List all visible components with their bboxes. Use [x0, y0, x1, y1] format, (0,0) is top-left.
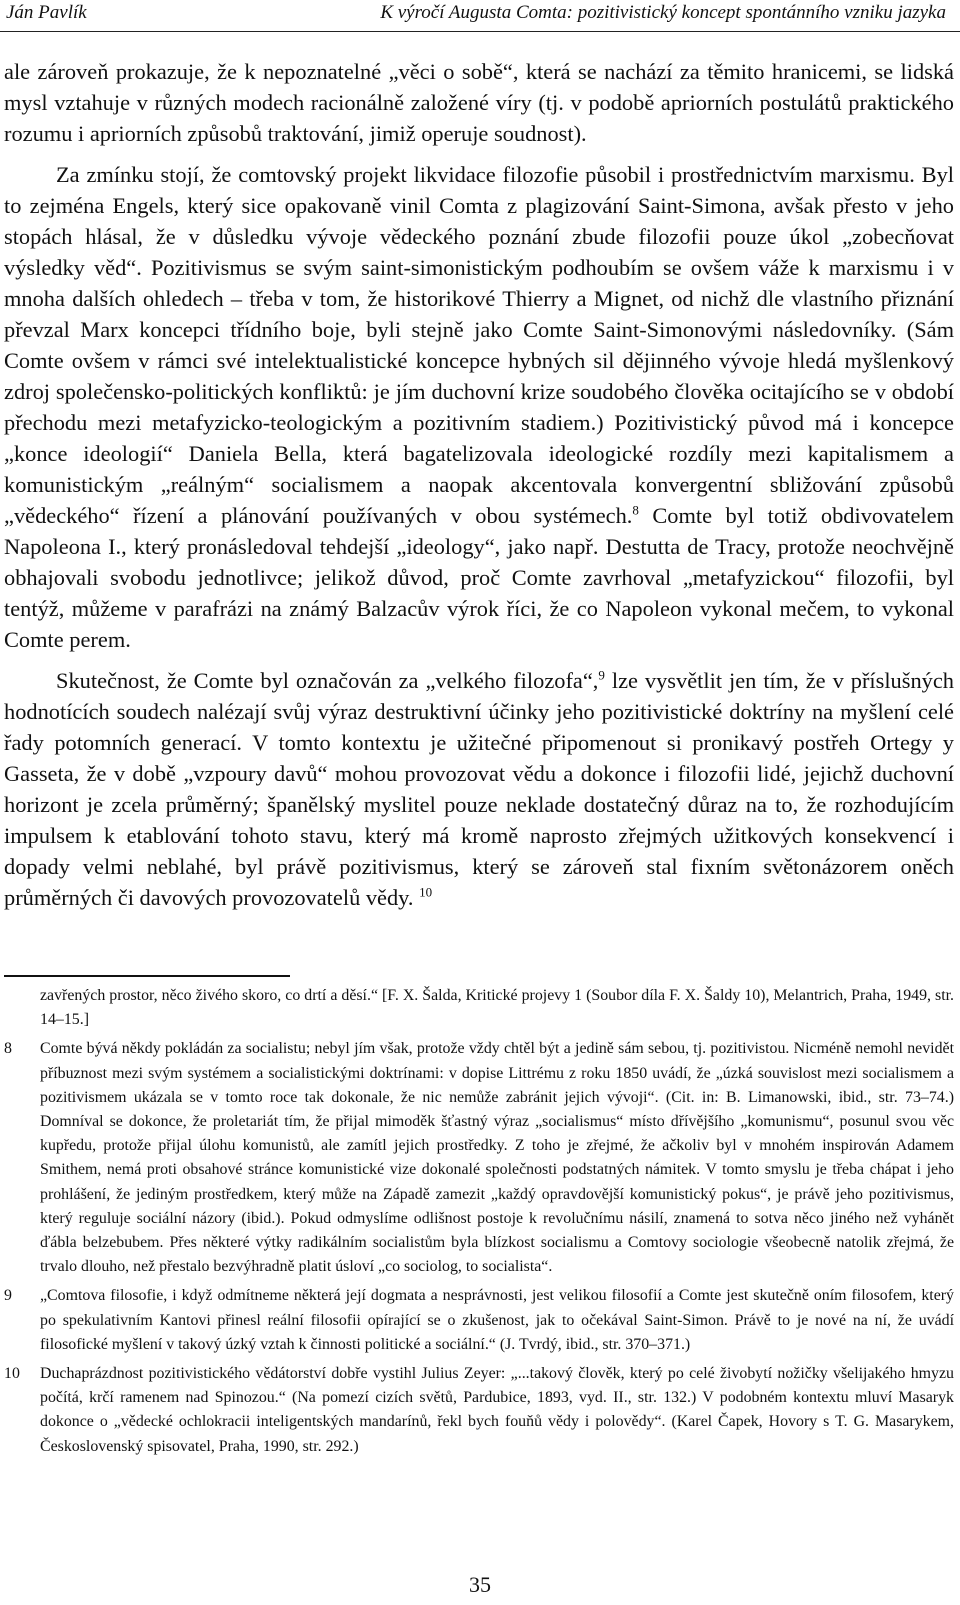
footnote-text: „Comtova filosofie, i když odmítneme některá její dogmata a nesprávnosti, jest velikou filosofií a Comte jest skutečně oním filosofem, který po spekulativním Kantovi přinesl reální filosofii opírající se o zkušenost, jak to očekával Saint-Simon. Právě to je nové na ní, že uvádí filosofické myšlení v takový úzký vztah k činnosti politické a sociální.“ (J. Tvrdý, ibid., str. 370–371.) [40, 1287, 954, 1353]
header-rule [0, 31, 960, 32]
paragraph-3-part-b: lze vysvětlit jen tím, že v příslušných hodnotících soudech nalézají svůj výraz destruktivní účinky jeho pozitivistické doktríny na myšlení celé řady potomních generací. V tomto kontextu je užitečné připomenout si pronikavý postřeh Ortegy y Gasseta, že v době „vzpoury davů“ mohou provozovat vědu a dokonce i filozofii lidé, jejichž duchovní horizont je zcela průměrný; španělský myslitel pouze neklade dostatečný důraz na to, že rozhodujícím impulsem k etablování tohoto stavu, který má kromě naprosto zřejmých užitkových konsekvencí i dopady velmi neblahé, byl právě pozitivismus, který se zároveň stal fixním světonázorem oněch průměrných či davových provozovatelů vědy. [4, 668, 954, 910]
paragraph-2 [4, 159, 954, 655]
footnote-number [4, 984, 40, 1032]
header-title: K výročí Augusta Comta: pozitivistický koncept spontánního vzniku jazyka [380, 2, 946, 23]
footnote-number: 10 [4, 1365, 20, 1383]
footnote-number: 8 [4, 1040, 12, 1058]
main-text [4, 56, 954, 913]
paragraph-3-part-a: Skutečnost, že Comte byl označován za „velkého filozofa“, [56, 668, 599, 693]
footnote-number: 9 [4, 1287, 12, 1305]
paragraph-2-part-b: Comte byl totiž obdivovatelem Napoleona I., který pronásledoval tehdejší „ideology“, jako např. Destutta de Tracy, protože neochvějně obhajovali svobodu jednotlivce; jelikož důvod, proč Comte zavrhoval „metafyzickou“ filozofii, byl tentýž, můžeme v parafrázi na známý Balzacův výrok říci, že co Napoleon vykonal mečem, to vykonal Comte perem. [4, 503, 954, 652]
footnote-ref-10[interactable]: 10 [419, 884, 433, 900]
paragraph-3 [4, 665, 954, 913]
footnote-ref-9[interactable]: 9 [598, 667, 605, 683]
paragraph-1: ale zároveň prokazuje, že k nepoznatelné „věci o sobě“, která se nachází za těmito hranicemi, se lidská mysl vztahuje v různých modech racionálně založené víry (tj. v podobě apriorních postulátů praktického rozumu i apriorních způsobů traktování, jimiž operuje soudnost). [4, 59, 954, 146]
paragraph-2-part-a: Za zmínku stojí, že comtovský projekt likvidace filozofie působil i prostřednictvím marxismu. Byl to zejména Engels, který sice opakovaně vinil Comta z plagizování Saint-Simona, avšak přesto v jeho stopách hlásal, že v důsledku vývoje vědeckého poznání zbude filozofii pouze úkol „zobecňovat výsledky věd“. Pozitivismus se svým saint-simonistickým podhoubím se ovšem váže k marxismu i v mnoha dalších ohledech – třeba v tom, že historikové Thierry a Mignet, od nichž dle vlastního přiznání převzal Marx koncepci třídního boje, byli stejně jako Comte Saint-Simonovými následovníky. (Sám Comte ovšem v rámci své intelektualistické koncepce hybných sil dějinného vývoje hledá myšlenkový zdroj společensko-politických konfliktů: je jím duchovní krize soudobého člověka ocitajícího se v období přechodu mezi metafyzicko-teologickým a pozitivním stadiem.) Pozitivistický původ má i koncepce „konce ideologií“ Daniela Bella, která bagatelizovala ideologické rozdíly mezi kapitalismem a komunistickým „reálným“ socialismem a naopak akcentovala konvergentní sbližování způsobů „vědeckého“ řízení a plánování používaných v obou systémech. [4, 162, 954, 528]
footnote-9 [4, 1284, 954, 1357]
footnote-separator [4, 975, 290, 977]
footnote-continued [4, 984, 954, 1032]
running-header [0, 2, 960, 30]
footnote-text: Duchaprázdnost pozitivistického vědátorství dobře vystihl Julius Zeyer: „...takový člověk, který po celé živobytí nožičky všelijakého hmyzu počítá, krčí ramenem nad Spinozou.“ (Na pomezí cizích světů, Pardubice, 1893, vyd. II., str. 132.) V podobném kontextu mluví Masaryk dokonce o „vědecké ochlokracii inteligentských mandarínů, řekl bych fouňů vědy i polovědy“. (Karel Čapek, Hovory s T. G. Masarykem, Československý spisovatel, Praha, 1990, str. 292.) [40, 1365, 954, 1455]
footnote-text: zavřených prostor, něco živého skoro, co drtí a děsí.“ [F. X. Šalda, Kritické projevy 1 (Soubor díla F. X. Šaldy 10), Melantrich, Praha, 1949, str. 14–15.] [40, 987, 954, 1029]
footnotes [4, 984, 954, 1464]
footnote-8 [4, 1037, 954, 1279]
footnote-text: Comte bývá někdy pokládán za socialistu; nebyl jím však, protože vždy chtěl být a jedině sám sebou, tj. pozitivistou. Nicméně nemohl nevidět příbuznost mezi svým systémem a socialistickými doktrínami: v dopise Littrému z roku 1850 uvádí, že „úzká souvislost mezi socialismem a pozitivismem ukázala se v tomto roce tak dokonale, že nic nemůže zabránit jejich vývoji“. (Cit. in: B. Limanowski, ibid., str. 73–74.) Domníval se dokonce, že proletariát tím, že přijal mimoděk šťastný výraz „socialismus“ místo dřívějšího „komunismu“, posunul svou věc kupředu, protože přijal úlohu komunistů, ale zamítl jejich prostředky. Z toho je zřejmé, že ačkoliv byl v mnohém inspirován Adamem Smithem, nemá proti obsahové stránce komunistické vize dokonalé společnosti podstatných námitek. V tomto smyslu je třeba chápat i jeho prohlášení, že jediným prostředkem, který může na Západě zamezit „každý opravdovější komunistický pokus“, je právě jeho pozitivismus, který reguluje sociální názory (ibid.). Pokud odmyslíme odlišnost postoje k revolučnímu násilí, znamená to sotva něco jiného než vyhánět ďábla belzebubem. Přes některé výtky radikálním socialistům byla blízkost socialismu a Comtovy sociologie všeobecně natolik zřejmá, že trvalo dlouho, než přestalo bezvýhradně platit úsloví „co sociolog, to socialista“. [40, 1040, 954, 1276]
footnote-10 [4, 1362, 954, 1459]
page-number: 35 [469, 1572, 491, 1597]
footnote-ref-8[interactable]: 8 [632, 502, 639, 518]
header-author: Ján Pavlík [6, 2, 87, 23]
